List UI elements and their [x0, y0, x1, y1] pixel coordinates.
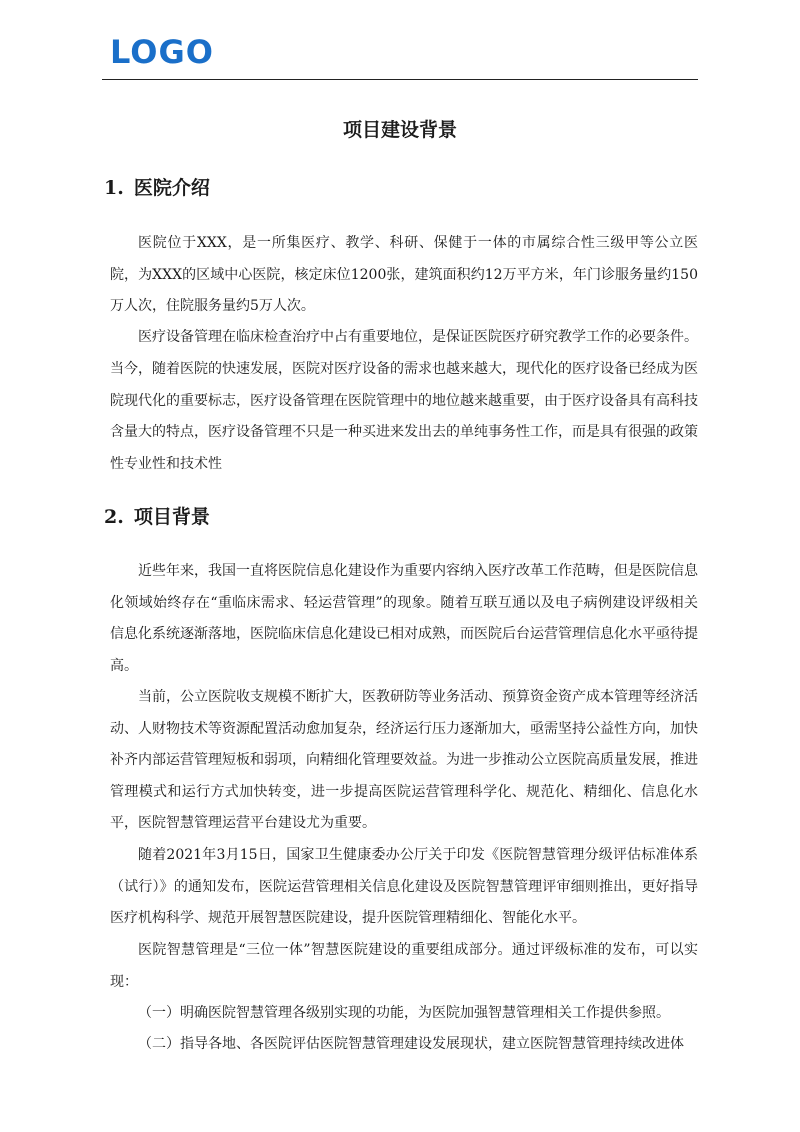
section-title: 项目背景 [133, 506, 210, 528]
paragraph: 医院智慧管理是“三位一体”智慧医院建设的重要组成部分。通过评级标准的发布，可以实现： [110, 942, 698, 990]
paragraph: 当前，公立医院收支规模不断扩大，医教研防等业务活动、预算资金资产成本管理等经济活动、人财物技术等资源配置活动愈加复杂，经济运行压力逐渐加大，亟需坚持公益性方向，加快补齐内部运营管理短板和弱项，向精细化管理要效益。为进一步推动公立医院高质量发展，推进管理模式和运行方式加快转变，进一步提高医院运营管理科学化、规范化、精细化、信息化水平，医院智慧管理运营平台建设尤为重要。 [110, 689, 698, 831]
paragraph: 医院位于XXX，是一所集医疗、教学、科研、保健于一体的市属综合性三级甲等公立医院，为XXX的区域中心医院，核定床位1200张，建筑面积约12万平方米，年门诊服务量约150万人次，住院服务量约5万人次。 [110, 235, 698, 314]
logo: LOGO [110, 33, 214, 71]
list-item: （一）明确医院智慧管理各级别实现的功能，为医院加强智慧管理相关工作提供参照。 [138, 1005, 670, 1021]
section-number: 2. [104, 506, 124, 528]
list-item: （二）指导各地、各医院评估医院智慧管理建设发展现状，建立医院智慧管理持续改进体 [138, 1036, 684, 1052]
section-heading-project-background [104, 505, 210, 529]
document-title: 项目建设背景 [342, 119, 457, 141]
section-number: 1. [104, 177, 124, 199]
paragraph: 近些年来，我国一直将医院信息化建设作为重要内容纳入医疗改革工作范畴，但是医院信息化领域始终存在“重临床需求、轻运营管理”的现象。随着互联互通以及电子病例建设评级相关信息化系统逐渐落地，医院临床信息化建设已相对成熟，而医院后台运营管理信息化水平亟待提高。 [110, 563, 698, 674]
section-title: 医院介绍 [133, 177, 210, 199]
header-divider [102, 79, 698, 80]
paragraph: 医疗设备管理在临床检查治疗中占有重要地位，是保证医院医疗研究教学工作的必要条件。当今，随着医院的快速发展，医院对医疗设备的需求也越来越大，现代化的医疗设备已经成为医院现代化的重要标志，医疗设备管理在医院管理中的地位越来越重要，由于医疗设备具有高科技含量大的特点，医疗设备管理不只是一种买进来发出去的单纯事务性工作，而是具有很强的政策性专业性和技术性 [110, 329, 698, 473]
paragraph: 随着2021年3月15日，国家卫生健康委办公厅关于印发《医院智慧管理分级评估标准体系（试行）》的通知发布，医院运营管理相关信息化建设及医院智慧管理评审细则推出，更好指导医疗机构科学、规范开展智慧医院建设，提升医院管理精细化、智能化水平。 [110, 847, 698, 926]
section-heading-hospital-intro [104, 176, 210, 200]
